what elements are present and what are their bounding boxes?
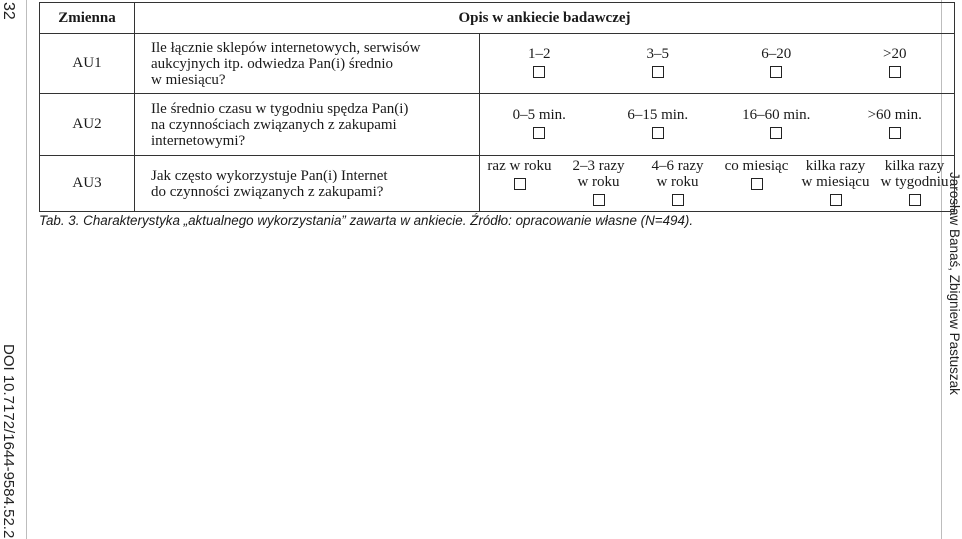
question-line: Ile łącznie sklepów internetowych, serwisów [151,39,421,56]
option-label: 6–15 min. [627,106,689,123]
answer-option [875,158,954,210]
answer-checkbox[interactable] [533,127,545,139]
answer-option [836,107,955,143]
answer-option [717,107,836,143]
answer-checkbox[interactable] [652,66,664,78]
question-line: w miesiącu? [151,71,226,88]
answer-checkbox[interactable] [909,194,921,206]
question-line: internetowymi? [151,132,246,149]
option-label: 3–5 [646,45,669,62]
answer-checkbox[interactable] [533,66,545,78]
answer-options [480,156,955,212]
answer-option [559,158,638,210]
answer-option [836,46,955,82]
option-label: >20 [883,45,907,62]
option-label: 6–20 [761,45,792,62]
option-label: raz w roku [487,157,552,174]
table-caption: Tab. 3. Charakterystyka „aktualnego wykorzystania” zawarta w ankiecie. Źródło: opracowanie własne (N=494). [39,213,694,228]
question-text [135,34,480,94]
question-line: do czynności związanych z zakupami? [151,183,384,200]
question-line: aukcyjnych itp. odwiedza Pan(i) średnio [151,55,394,72]
option-label: co miesiąc [724,157,789,174]
answer-options [480,34,955,94]
answer-checkbox[interactable] [593,194,605,206]
table-row [40,156,955,212]
option-label: w tygodniu [880,173,949,190]
answer-options [480,94,955,156]
question-line: na czynnościach związanych z zakupami [151,116,397,133]
page-number: 32 [0,2,17,20]
authors-label: Jarosław Banaś, Zbigniew Pastuszak [947,172,962,395]
option-label: w roku [656,173,699,190]
option-label: 1–2 [528,45,551,62]
doi-label: DOI 10.7172/1644-9584.52.2 [0,344,17,539]
option-label: kilka razy [805,157,866,174]
option-label: kilka razy [884,157,945,174]
variable-code: AU1 [40,34,135,94]
option-label: w roku [577,173,620,190]
answer-checkbox[interactable] [770,127,782,139]
answer-checkbox[interactable] [514,178,526,190]
header-variable: Zmienna [40,3,135,34]
answer-checkbox[interactable] [770,66,782,78]
left-margin-rule [26,0,27,539]
question-line: Jak często wykorzystuje Pan(i) Internet [151,167,388,184]
option-label: >60 min. [867,106,922,123]
option-label: 16–60 min. [742,106,811,123]
answer-checkbox[interactable] [652,127,664,139]
option-label: 4–6 razy [651,157,704,174]
answer-option [599,107,718,143]
option-label: 2–3 razy [572,157,625,174]
table-row [40,34,955,94]
answer-option [480,107,599,143]
answer-option [717,158,796,210]
answer-option [480,46,599,82]
question-line: Ile średnio czasu w tygodniu spędza Pan(i) [151,100,409,117]
answer-option [480,158,559,210]
question-text [135,156,480,212]
answer-option [599,46,718,82]
option-label: 0–5 min. [512,106,566,123]
answer-option [796,158,875,210]
survey-table [39,2,955,212]
question-text [135,94,480,156]
answer-checkbox[interactable] [672,194,684,206]
answer-checkbox[interactable] [889,66,901,78]
option-label: w miesiącu [801,173,870,190]
answer-checkbox[interactable] [830,194,842,206]
answer-checkbox[interactable] [751,178,763,190]
answer-option [717,46,836,82]
variable-code: AU2 [40,94,135,156]
answer-option [638,158,717,210]
header-description: Opis w ankiecie badawczej [135,3,955,34]
variable-code: AU3 [40,156,135,212]
table-row [40,94,955,156]
answer-checkbox[interactable] [889,127,901,139]
